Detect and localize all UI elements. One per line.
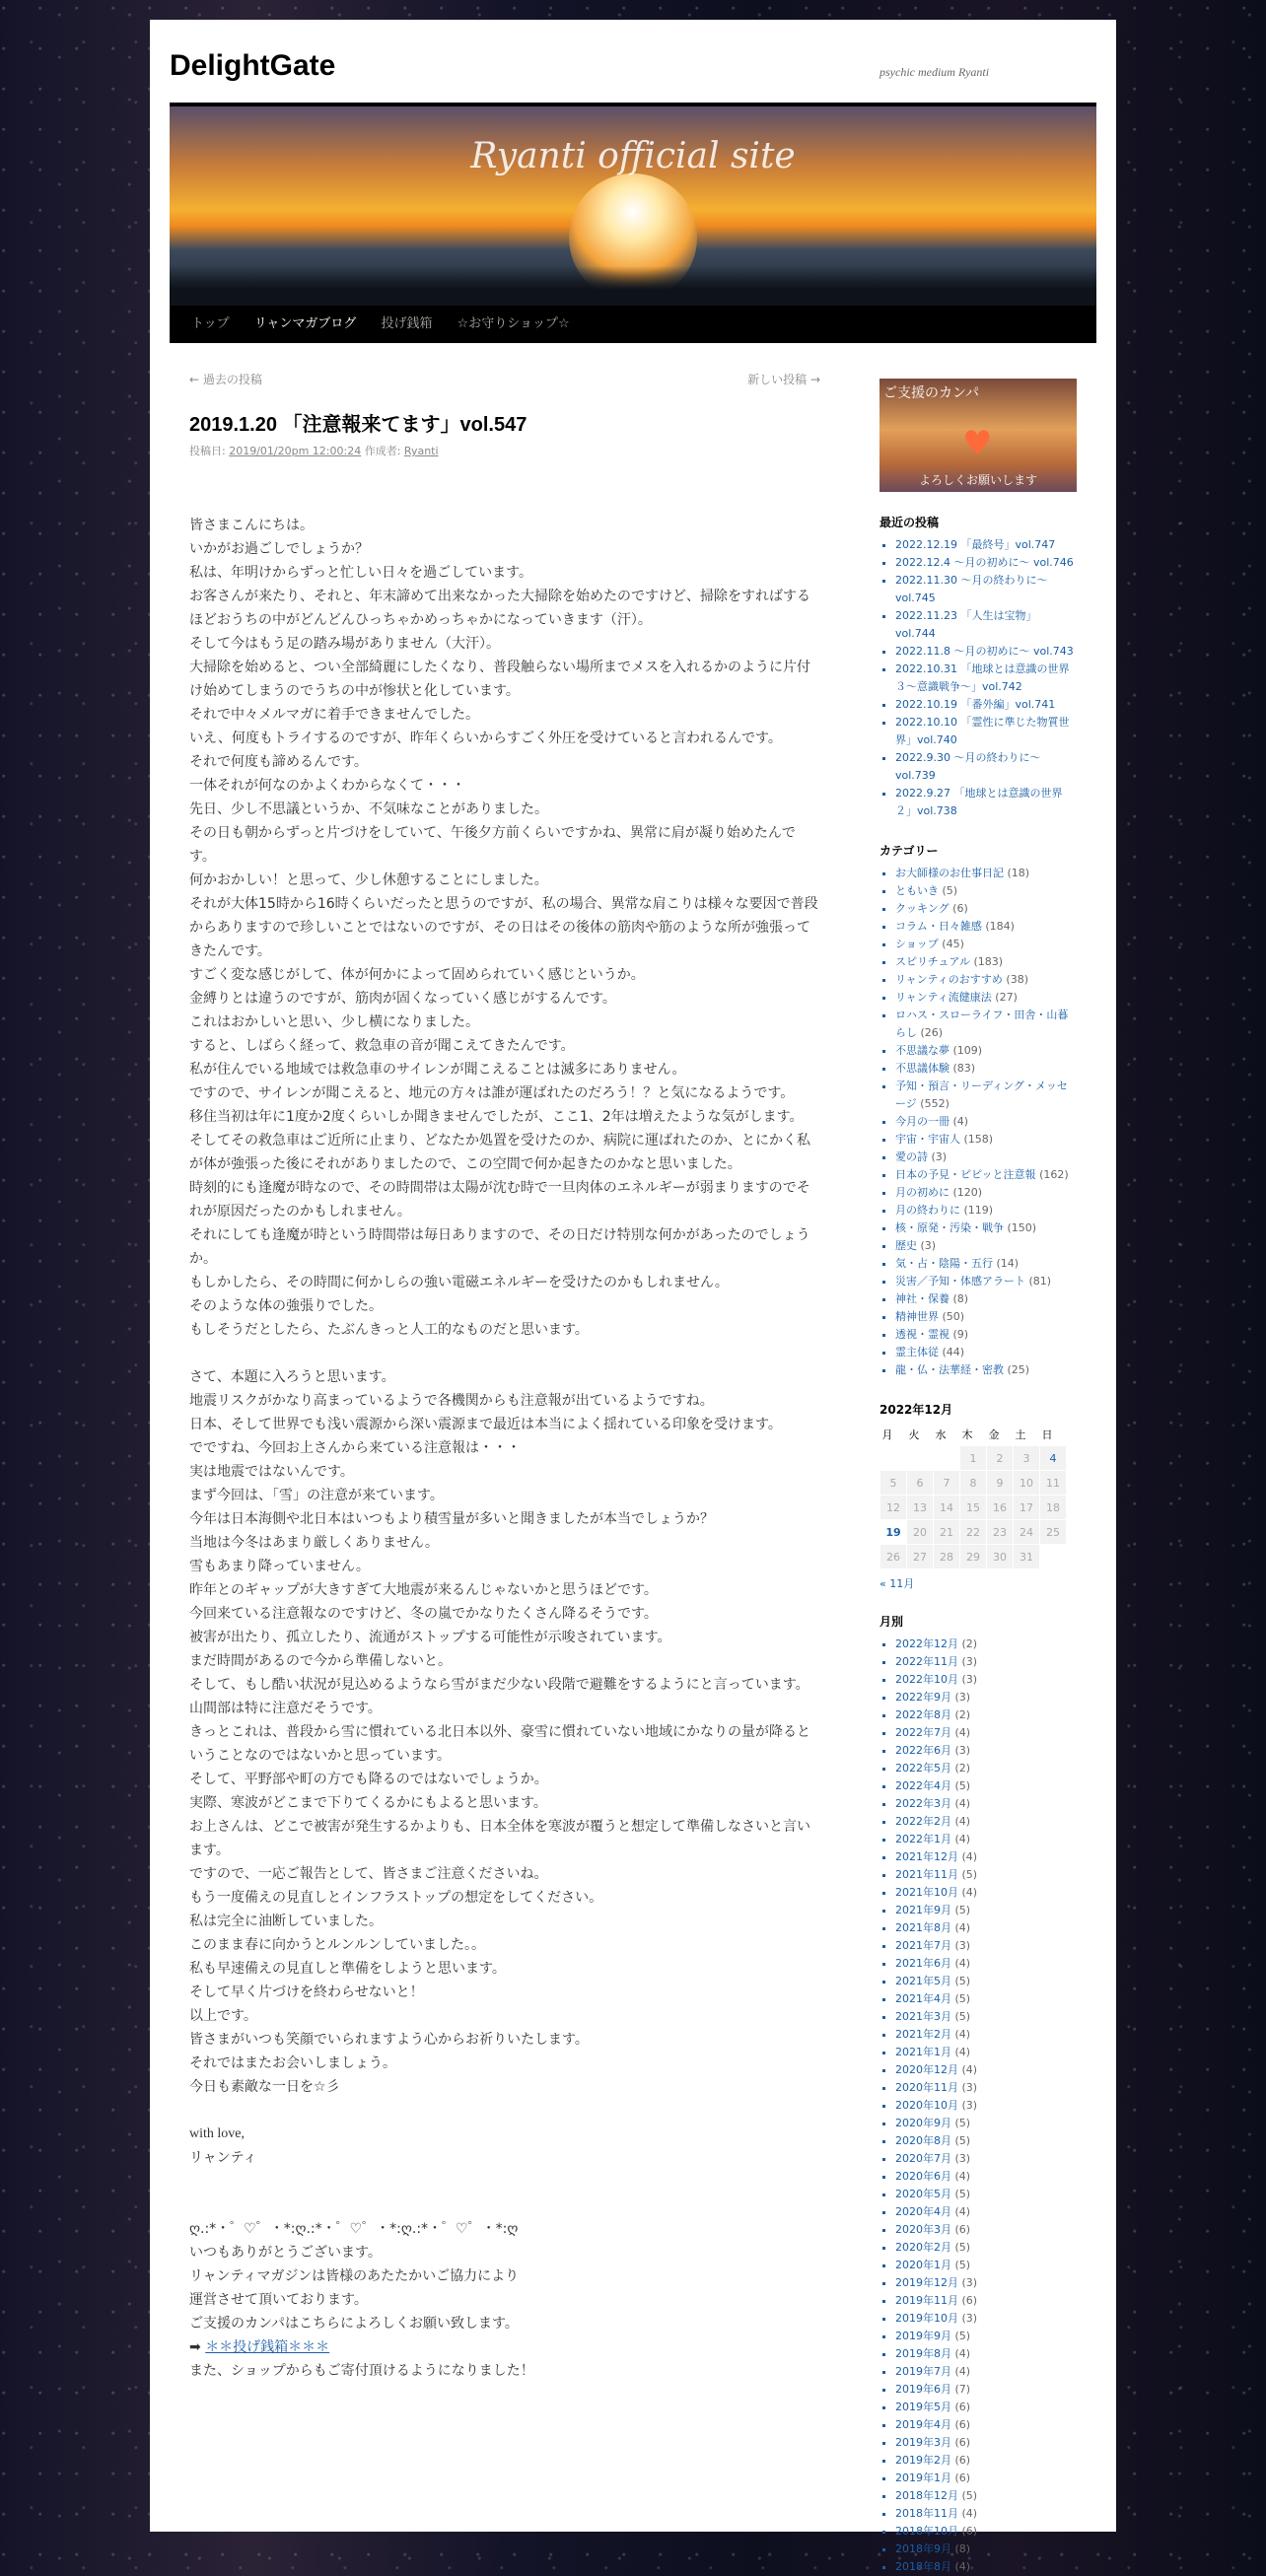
calendar-day: 13 xyxy=(907,1496,934,1520)
category-link[interactable]: ▪ 月の終わりに (119) xyxy=(895,1202,1077,1219)
calendar-weekday: 月 xyxy=(881,1428,893,1441)
calendar-day: 21 xyxy=(934,1520,960,1545)
calendar-day: 18 xyxy=(1040,1496,1067,1520)
archive-link[interactable]: ▪ 2019年12月 (3) xyxy=(895,2274,1077,2292)
archive-link[interactable]: ▪ 2019年8月 (4) xyxy=(895,2345,1077,2363)
category-link[interactable]: ▪ 歴史 (3) xyxy=(895,1237,1077,1255)
category-link[interactable]: ▪ 宇宙・宇宙人 (158) xyxy=(895,1131,1077,1149)
archive-link[interactable]: ▪ 2021年11月 (5) xyxy=(895,1866,1077,1884)
recent-post-link[interactable]: ▪ 2022.12.19 「最終号」vol.747 xyxy=(895,536,1077,554)
post-paragraph: また、ショップからもご寄付頂けるようになりました！ xyxy=(189,2363,534,2379)
calendar-day: 20 xyxy=(907,1520,934,1545)
calendar-weekday: 水 xyxy=(935,1428,947,1441)
calendar-day: 5 xyxy=(880,1471,907,1496)
archive-link[interactable]: ▪ 2019年9月 (5) xyxy=(895,2328,1077,2345)
archive-link[interactable]: ▪ 2021年10月 (4) xyxy=(895,1884,1077,1902)
main-nav xyxy=(170,306,1096,343)
post-paragraph: きっとこれは、普段から雪に慣れている北日本以外、豪雪に慣れていない地域にかなりの量が降るということなのではないかと思っています。 xyxy=(189,1724,810,1764)
archive-link[interactable]: ▪ 2022年8月 (2) xyxy=(895,1706,1077,1724)
post-paragraph: ご支援のカンパはこちらによろしくお願い致します。 xyxy=(189,2316,519,2332)
calendar-day: 17 xyxy=(1014,1496,1040,1520)
post-paragraph: 実は地震ではないんです。 xyxy=(189,1464,354,1480)
calendar-weekday: 日 xyxy=(1041,1428,1053,1441)
archive-link[interactable]: ▪ 2021年3月 (5) xyxy=(895,2008,1077,2026)
post-paragraph: まだ時間があるので今から準備しないと。 xyxy=(189,1653,452,1669)
archive-link[interactable]: ▪ 2019年1月 (6) xyxy=(895,2470,1077,2487)
calendar-day: 22 xyxy=(960,1520,987,1545)
calendar-day: 24 xyxy=(1014,1520,1040,1545)
archive-link[interactable]: ▪ 2022年10月 (3) xyxy=(895,1671,1077,1689)
category-link[interactable]: ▪ リャンティ流健康法 (27) xyxy=(895,989,1077,1007)
category-link[interactable]: ▪ 月の初めに (120) xyxy=(895,1184,1077,1202)
donation-banner[interactable] xyxy=(879,379,1077,492)
post-paragraph: 今年は日本海側や北日本はいつもより積雪量が多いと聞きましたが本当でしょうか？ xyxy=(189,1511,714,1527)
archive-link[interactable]: ▪ 2019年3月 (6) xyxy=(895,2434,1077,2452)
post-paragraph: 皆さまこんにちは。 xyxy=(189,518,314,533)
post-paragraph: 雪もあまり降っていません。 xyxy=(189,1559,370,1574)
archive-link[interactable]: ▪ 2021年8月 (4) xyxy=(895,1919,1077,1937)
post-body xyxy=(189,514,820,2383)
calendar-weekday: 土 xyxy=(1015,1428,1026,1441)
calendar-caption: 2022年12月 xyxy=(879,1403,953,1417)
nav-item-shop[interactable]: ☆お守りショップ☆ xyxy=(457,316,570,331)
archive-link[interactable]: ▪ 2019年5月 (6) xyxy=(895,2399,1077,2416)
recent-post-link[interactable]: ▪ 2022.12.4 ～月の初めに～ vol.746 xyxy=(895,554,1077,572)
archive-link[interactable]: ▪ 2018年8月 (4) xyxy=(895,2558,1077,2576)
archive-link[interactable]: ▪ 2022年5月 (2) xyxy=(895,1760,1077,1777)
archive-link[interactable]: ▪ 2022年9月 (3) xyxy=(895,1689,1077,1706)
archive-link[interactable]: ▪ 2020年5月 (5) xyxy=(895,2186,1077,2203)
post-paragraph: 私は完全に油断していました。 xyxy=(189,1914,383,1929)
category-link[interactable]: ▪ お大師様のお仕事日記 (18) xyxy=(895,865,1077,882)
category-link[interactable]: ▪ 透視・霊視 (9) xyxy=(895,1326,1077,1344)
category-link[interactable]: ▪ ショップ (45) xyxy=(895,936,1077,953)
calendar-day: 11 xyxy=(1040,1471,1067,1496)
post-paragraph: それが大体15時から16時くらいだったと思うのですが、私の場合、異常な肩こりは様々な要因で普段からありますので珍しいことではないのですが、その日はその後体の筋肉や筋のような所が強張ってきたんです。 xyxy=(189,896,818,959)
post-paragraph: そして、平野部や町の方でも降るのではないでしょうか。 xyxy=(189,1772,548,1787)
sidebar xyxy=(879,379,1077,2576)
post-paragraph xyxy=(189,2193,820,2217)
archive-link[interactable]: ▪ 2020年8月 (5) xyxy=(895,2132,1077,2150)
calendar-day[interactable]: 4 xyxy=(1040,1446,1067,1471)
category-link[interactable]: ▪ 今月の一冊 (4) xyxy=(895,1113,1077,1131)
category-link[interactable]: ▪ 不思議体験 (83) xyxy=(895,1060,1077,1078)
calendar-day: 3 xyxy=(1014,1446,1040,1471)
category-link[interactable]: ▪ 龍・仏・法華経・密教 (25) xyxy=(895,1361,1077,1379)
calendar-day[interactable]: 19 xyxy=(880,1520,907,1545)
post-paragraph: その日も朝からずっと片づけをしていて、午後夕方前くらいですかね、異常に肩が凝り始めたんです。 xyxy=(189,825,796,865)
post-paragraph: 実際、寒波がどこまで下りてくるかにもよると思います。 xyxy=(189,1795,547,1811)
archive-link[interactable]: ▪ 2021年2月 (4) xyxy=(895,2026,1077,2044)
archive-link[interactable]: ▪ 2020年12月 (4) xyxy=(895,2061,1077,2079)
archive-link[interactable]: ▪ 2020年6月 (4) xyxy=(895,2168,1077,2186)
recent-post-link[interactable]: ▪ 2022.9.27 「地球とは意識の世界２」vol.738 xyxy=(895,785,1077,820)
post-paragraph: それで何度も諦めるんです。 xyxy=(189,754,368,770)
category-link[interactable]: ▪ 災害／予知・体感アラート (81) xyxy=(895,1273,1077,1290)
post-paragraph: 山間部は特に注意だそうです。 xyxy=(189,1701,382,1716)
post-paragraph xyxy=(189,2170,820,2193)
post-paragraph: 一体それが何なのかよくわからなくて・・・ xyxy=(189,778,465,794)
archive-link[interactable]: ▪ 2021年12月 (4) xyxy=(895,1848,1077,1866)
category-link[interactable]: ▪ 予知・預言・リーディング・メッセージ (552) xyxy=(895,1078,1077,1113)
category-link[interactable]: ▪ クッキング (6) xyxy=(895,900,1077,918)
category-link[interactable]: ▪ ともいき (5) xyxy=(895,882,1077,900)
archives-list xyxy=(879,1636,1077,2576)
donation-box-link[interactable]: ＊＊投げ銭箱＊＊＊ xyxy=(205,2339,330,2355)
calendar-day: 25 xyxy=(1040,1520,1067,1545)
post-paragraph: それにしても逢魔が時という時間帯は毎日ありますので、その日だけ特別な何かがあったのでしょうか。 xyxy=(189,1227,810,1267)
calendar-day: 9 xyxy=(987,1471,1014,1496)
recent-post-link[interactable]: ▪ 2022.10.10 「霊性に準じた物質世界」vol.740 xyxy=(895,714,1077,749)
post-paragraph: いえ、何度もトライするのですが、昨年くらいからすごく外圧を受けていると言われるんです。 xyxy=(189,731,782,746)
heart-icon: ♥ xyxy=(962,424,993,463)
post-paragraph: すごく変な感じがして、体が何かによって固められていく感じというか。 xyxy=(189,967,645,983)
post-paragraph: 今回来ている注意報なのですけど、冬の嵐でかなりたくさん降るそうです。 xyxy=(189,1606,658,1622)
calendar-day: 7 xyxy=(934,1471,960,1496)
post-paragraph: もしかしたら、その時間に何かしらの強い電磁エネルギーを受けたのかもしれません。 xyxy=(189,1275,729,1290)
post-paragraph: 被害が出たり、孤立したり、流通がストップする可能性が示唆されています。 xyxy=(189,1630,671,1645)
post-paragraph: そのような体の強張りでした。 xyxy=(189,1298,383,1314)
site-title[interactable]: DelightGate xyxy=(170,49,336,82)
post-paragraph: ღ.:*・゜♡゜・*:ღ.:*・゜♡゜・*:ღ.:*・゜♡゜・*:ღ xyxy=(189,2221,519,2237)
archive-link[interactable]: ▪ 2018年11月 (4) xyxy=(895,2505,1077,2523)
archive-link[interactable]: ▪ 2020年2月 (5) xyxy=(895,2239,1077,2257)
calendar-day: 30 xyxy=(987,1545,1014,1569)
post-paragraph: 移住当初は年に1度か2度くらいしか聞きませんでしたが、ここ1、2年は増えたような気がします。 xyxy=(189,1109,804,1125)
next-post-link[interactable]: 新しい投稿 → xyxy=(747,373,820,386)
post-paragraph: 当地は今冬はあまり厳しくありません。 xyxy=(189,1535,439,1551)
post-paragraph: 昨年とのギャップが大きすぎて大地震が来るんじゃないかと思うほどです。 xyxy=(189,1582,658,1598)
recent-post-link[interactable]: ▪ 2022.9.30 ～月の終わりに～ vol.739 xyxy=(895,749,1077,785)
post-paragraph: さて、本題に入ろうと思います。 xyxy=(189,1369,395,1385)
header-banner-image xyxy=(170,103,1096,306)
post-paragraph: 今日も素敵な一日を☆彡 xyxy=(189,2079,340,2095)
calendar-day: 14 xyxy=(934,1496,960,1520)
archive-link[interactable]: ▪ 2021年7月 (3) xyxy=(895,1937,1077,1955)
archive-link[interactable]: ▪ 2019年2月 (6) xyxy=(895,2452,1077,2470)
post-meta: 投稿日: 2019/01/20pm 12:00:24 作成者: Ryanti xyxy=(189,445,439,457)
archive-link[interactable]: ▪ 2021年6月 (4) xyxy=(895,1955,1077,1973)
post-paragraph: まず今回は、「雪」の注意が来ています。 xyxy=(189,1488,444,1503)
calendar-day: 26 xyxy=(880,1545,907,1569)
recent-post-link[interactable]: ▪ 2022.10.31 「地球とは意識の世界３～意識戦争～」vol.742 xyxy=(895,661,1077,696)
calendar xyxy=(879,1424,1067,1569)
post-paragraph: そして早く片づけを終わらせないと！ xyxy=(189,1984,424,2000)
archive-link[interactable]: ▪ 2021年1月 (4) xyxy=(895,2044,1077,2061)
archive-link[interactable]: ▪ 2020年4月 (4) xyxy=(895,2203,1077,2221)
post-paragraph: リャンティ xyxy=(189,2150,257,2166)
post-paragraph: 大掃除を始めると、つい全部綺麗にしたくなり、普段触らない場所までメスを入れるかのように片付け始めてしまうのでうちの中が惨状と化しています。 xyxy=(189,660,810,699)
archive-link[interactable]: ▪ 2018年10月 (6) xyxy=(895,2523,1077,2541)
post-paragraph: 私が住んでいる地域では救急車のサイレンが聞こえることは滅多にありません。 xyxy=(189,1062,686,1078)
calendar-day: 28 xyxy=(934,1545,960,1569)
post-paragraph: 以上です。 xyxy=(189,2008,257,2024)
calendar-day: 2 xyxy=(987,1446,1014,1471)
banner-text: Ryanti official site xyxy=(470,136,796,176)
categories-list xyxy=(879,865,1077,1379)
calendar-day: 23 xyxy=(987,1520,1014,1545)
calendar-day: 10 xyxy=(1014,1471,1040,1496)
category-link[interactable]: ▪ スピリチュアル (183) xyxy=(895,953,1077,971)
archive-link[interactable]: ▪ 2019年4月 (6) xyxy=(895,2416,1077,2434)
post-paragraph: そして今はもう足の踏み場がありません（大汗）。 xyxy=(189,636,500,652)
calendar-day: 27 xyxy=(907,1545,934,1569)
category-link[interactable]: ▪ 精神世界 (50) xyxy=(895,1308,1077,1326)
post-paragraph: すると、しばらく経って、救急車の音が聞こえてきたんです。 xyxy=(189,1038,575,1054)
post-paragraph: 何かおかしい！と思って、少し休憩することにしました。 xyxy=(189,872,548,888)
archive-link[interactable]: ▪ 2021年9月 (5) xyxy=(895,1902,1077,1919)
calendar-day: 1 xyxy=(960,1446,987,1471)
post-paragraph: これはおかしいと思い、少し横になりました。 xyxy=(189,1014,479,1030)
recent-post-link[interactable]: ▪ 2022.11.23 「人生は宝物」vol.744 xyxy=(895,607,1077,643)
post-paragraph: 地震リスクがかなり高まっているようで各機関からも注意報が出ているようですね。 xyxy=(189,1393,714,1409)
post-navigation xyxy=(189,371,820,390)
prev-post-link[interactable]: ← 過去の投稿 xyxy=(189,373,262,386)
category-link[interactable]: ▪ 不思議な夢 (109) xyxy=(895,1042,1077,1060)
archive-link[interactable]: ▪ 2019年6月 (7) xyxy=(895,2381,1077,2399)
post-paragraph xyxy=(189,2099,820,2123)
post-paragraph: 先日、少し不思議というか、不気味なことがありました。 xyxy=(189,801,548,817)
archive-link[interactable]: ▪ 2020年1月 (5) xyxy=(895,2257,1077,2274)
post-paragraph: 私も早速備えの見直しと準備をしようと思います。 xyxy=(189,1961,506,1977)
archive-link[interactable]: ▪ 2022年4月 (5) xyxy=(895,1777,1077,1795)
calendar-prev-month-link[interactable]: « 11月 xyxy=(879,1577,915,1590)
recent-posts-title: 最近の投稿 xyxy=(879,516,940,529)
post-paragraph: それではまたお会いしましょう。 xyxy=(189,2055,396,2071)
archive-link[interactable]: ▪ 2020年10月 (3) xyxy=(895,2097,1077,2115)
post-paragraph: そして、もし酷い状況が見込めるようなら雪がまだ少ない段階で避難をするようにと言っています。 xyxy=(189,1677,809,1693)
post-paragraph: それで中々メルマガに着手できませんでした。 xyxy=(189,707,479,723)
post-paragraph: ですので、サイレンが聞こえると、地元の方々は誰が運ばれたのだろう！？と気になるようです。 xyxy=(189,1085,795,1101)
archive-link[interactable]: ▪ 2022年1月 (4) xyxy=(895,1831,1077,1848)
nav-item-blog[interactable]: リャンマガブログ xyxy=(253,316,357,331)
donation-banner-title: ご支援のカンパ xyxy=(883,385,980,401)
archive-link[interactable]: ▪ 2022年6月 (3) xyxy=(895,1742,1077,1760)
calendar-day xyxy=(907,1446,934,1471)
archive-link[interactable]: ▪ 2020年3月 (6) xyxy=(895,2221,1077,2239)
post-title: 2019.1.20 「注意報来てます」vol.547 xyxy=(189,414,528,436)
archive-link[interactable]: ▪ 2018年9月 (8) xyxy=(895,2541,1077,2558)
archive-link[interactable]: ▪ 2021年4月 (5) xyxy=(895,1990,1077,2008)
calendar-day: 15 xyxy=(960,1496,987,1520)
calendar-day: 6 xyxy=(907,1471,934,1496)
post-paragraph: いかがお過ごしでしょうか？ xyxy=(189,541,369,557)
post-paragraph: お客さんが来たり、それと、年末諦めて出来なかった大掃除を始めたのですけど、掃除をすればするほどおうちの中がどんどんひっちゃかめっちゃかになっていきます（汗）。 xyxy=(189,589,810,628)
post-paragraph xyxy=(189,1342,820,1365)
post-paragraph: with love, xyxy=(189,2126,245,2141)
archive-link[interactable]: ▪ 2020年11月 (3) xyxy=(895,2079,1077,2097)
archive-link[interactable]: ▪ 2021年5月 (5) xyxy=(895,1973,1077,1990)
post-paragraph: 日本、そして世界でも浅い震源から深い震源まで最近は本当によく揺れている印象を受けます。 xyxy=(189,1417,782,1432)
post-paragraph: 皆さまがいつも笑顔でいられますよう心からお祈りいたします。 xyxy=(189,2032,589,2048)
post-paragraph: 運営させて頂いております。 xyxy=(189,2292,368,2308)
calendar-weekday: 金 xyxy=(988,1428,1000,1441)
post-paragraph: リャンティマガジンは皆様のあたたかいご協力により xyxy=(189,2268,520,2284)
calendar-day xyxy=(934,1446,960,1471)
category-link[interactable]: ▪ 神社・保養 (8) xyxy=(895,1290,1077,1308)
calendar-weekday: 火 xyxy=(908,1428,920,1441)
nav-item-top[interactable]: トップ xyxy=(191,316,230,331)
archive-link[interactable]: ▪ 2020年7月 (3) xyxy=(895,2150,1077,2168)
nav-item-donation[interactable]: 投げ銭箱 xyxy=(381,316,433,331)
post-paragraph: 時刻的にも逢魔が時なので、その時間帯は太陽が沈む時で一旦肉体のエネルギーが弱まりますのでそれが原因だったのかもしれません。 xyxy=(189,1180,810,1219)
category-link[interactable]: ▪ コラム・日々雑感 (184) xyxy=(895,918,1077,936)
calendar-day xyxy=(880,1446,907,1471)
recent-posts-list xyxy=(879,536,1077,820)
donation-link-line: ➡ ＊＊投げ銭箱＊＊＊ xyxy=(189,2339,330,2355)
category-link[interactable]: ▪ 核・原発・汚染・戦争 (150) xyxy=(895,1219,1077,1237)
calendar-day: 16 xyxy=(987,1496,1014,1520)
post-paragraph: もしそうだとしたら、たぶんきっと人工的なものだと思います。 xyxy=(189,1322,589,1338)
archive-link[interactable]: ▪ 2022年2月 (4) xyxy=(895,1813,1077,1831)
post-paragraph: お上さんは、どこで被害が発生するかよりも、日本全体を寒波が覆うと想定して準備しなさいと言います。 xyxy=(189,1819,810,1858)
calendar-day: 31 xyxy=(1014,1545,1040,1569)
calendar-weekday: 木 xyxy=(961,1428,973,1441)
post-paragraph: 私は、年明けからずっと忙しい日々を過ごしています。 xyxy=(189,565,533,581)
calendar-day: 12 xyxy=(880,1496,907,1520)
archive-link[interactable]: ▪ 2018年12月 (5) xyxy=(895,2487,1077,2505)
category-link[interactable]: ▪ 日本の予見・ピピッと注意報 (162) xyxy=(895,1166,1077,1184)
category-link[interactable]: ▪ ロハス・スローライフ・田舎・山暮らし (26) xyxy=(895,1007,1077,1042)
recent-post-link[interactable]: ▪ 2022.11.30 ～月の終わりに～ vol.745 xyxy=(895,572,1077,607)
archive-link[interactable]: ▪ 2022年12月 (2) xyxy=(895,1636,1077,1653)
category-link[interactable]: ▪ 愛の詩 (3) xyxy=(895,1149,1077,1166)
recent-post-link[interactable]: ▪ 2022.11.8 ～月の初めに～ vol.743 xyxy=(895,643,1077,661)
archive-link[interactable]: ▪ 2022年7月 (4) xyxy=(895,1724,1077,1742)
archive-link[interactable]: ▪ 2019年11月 (6) xyxy=(895,2292,1077,2310)
calendar-day: 8 xyxy=(960,1471,987,1496)
post-paragraph: 金縛りとは違うのですが、筋肉が固くなっていく感じがするんです。 xyxy=(189,991,616,1007)
page xyxy=(150,20,1116,2573)
main-content xyxy=(189,371,820,2383)
post-paragraph: いつもありがとうございます。 xyxy=(189,2245,382,2261)
post-paragraph: ですので、一応ご報告として、皆さまご注意くださいね。 xyxy=(189,1866,548,1882)
post-paragraph: もう一度備えの見直しとインフラストップの想定をしてください。 xyxy=(189,1890,603,1906)
recent-post-link[interactable]: ▪ 2022.10.19 「番外編」vol.741 xyxy=(895,696,1077,714)
category-link[interactable]: ▪ 気・占・陰陽・五行 (14) xyxy=(895,1255,1077,1273)
archive-link[interactable]: ▪ 2019年10月 (3) xyxy=(895,2310,1077,2328)
category-link[interactable]: ▪ リャンティのおすすめ (38) xyxy=(895,971,1077,989)
categories-title: カテゴリー xyxy=(879,844,939,858)
calendar-day: 29 xyxy=(960,1545,987,1569)
calendar-day xyxy=(1040,1545,1067,1569)
post-date-link[interactable]: 2019/01/20pm 12:00:24 xyxy=(229,445,362,457)
archives-title: 月別 xyxy=(879,1615,904,1629)
category-link[interactable]: ▪ 霊主体従 (44) xyxy=(895,1344,1077,1361)
archive-link[interactable]: ▪ 2022年3月 (4) xyxy=(895,1795,1077,1813)
post-paragraph: このまま春に向かうとルンルンしていました。。 xyxy=(189,1937,485,1953)
donation-banner-subtitle: よろしくお願いします xyxy=(918,473,1037,487)
site-description: psychic medium Ryanti xyxy=(879,65,990,79)
post-paragraph: でですね、今回お上さんから来ている注意報は・・・ xyxy=(189,1440,521,1456)
post-paragraph: そしてその救急車はご近所に止まり、どなたか処置を受けたのか、病院に運ばれたのか、とにかく私が体が強張った後にそれがありましたので、この空間で何か起きたのかなと思いました。 xyxy=(189,1133,810,1172)
archive-link[interactable]: ▪ 2022年11月 (3) xyxy=(895,1653,1077,1671)
archive-link[interactable]: ▪ 2020年9月 (5) xyxy=(895,2115,1077,2132)
author-link[interactable]: Ryanti xyxy=(403,445,439,457)
archive-link[interactable]: ▪ 2019年7月 (4) xyxy=(895,2363,1077,2381)
